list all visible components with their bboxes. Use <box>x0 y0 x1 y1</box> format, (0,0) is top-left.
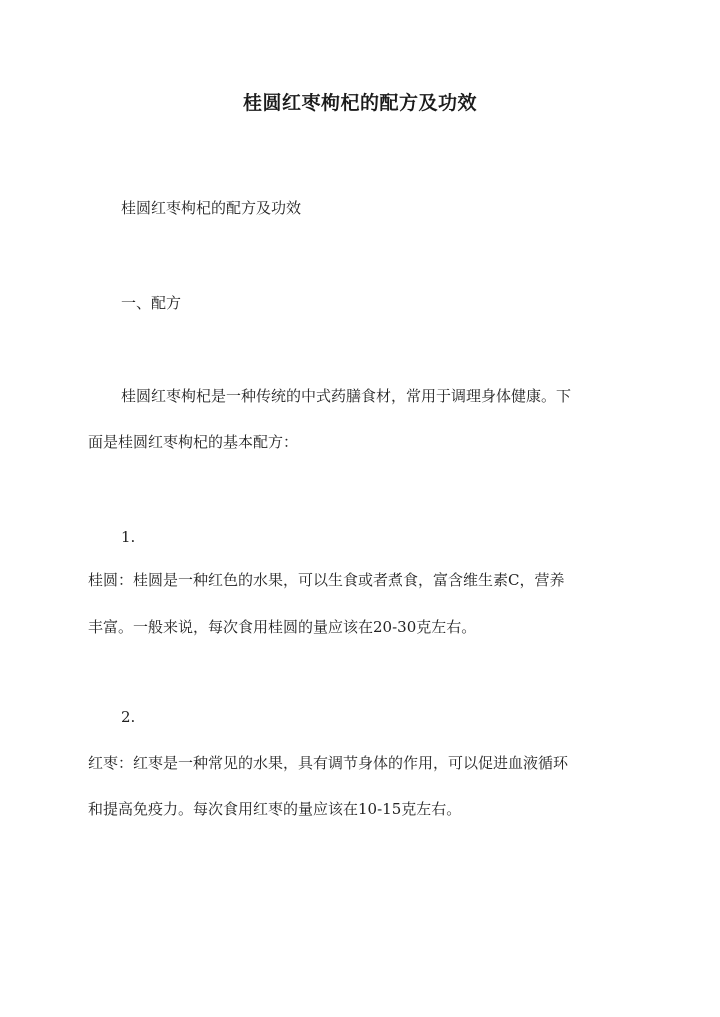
list-item-text-line-2: 和提高免疫力。每次食用红枣的量应该在10-15克左右。 <box>88 800 462 818</box>
list-item-text-line-2: 丰富。一般来说，每次食用桂圆的量应该在20-30克左右。 <box>88 618 477 636</box>
list-item-number: 1. <box>121 528 136 546</box>
document-title: 桂圆红枣枸杞的配方及功效 <box>242 92 477 114</box>
document-subtitle: 桂圆红枣枸杞的配方及功效 <box>121 199 302 217</box>
list-item-text-line-1: 红枣：红枣是一种常见的水果，具有调节身体的作用，可以促进血液循环 <box>88 754 569 772</box>
list-item-number: 2. <box>121 708 136 726</box>
section-heading: 一、配方 <box>121 294 182 312</box>
intro-paragraph-line-2: 面是桂圆红枣枸杞的基本配方： <box>88 433 299 451</box>
intro-paragraph-line-1: 桂圆红枣枸杞是一种传统的中式药膳食材，常用于调理身体健康。下 <box>121 387 572 405</box>
list-item-text-line-1: 桂圆：桂圆是一种红色的水果，可以生食或者煮食，富含维生素C，营养 <box>88 571 565 589</box>
